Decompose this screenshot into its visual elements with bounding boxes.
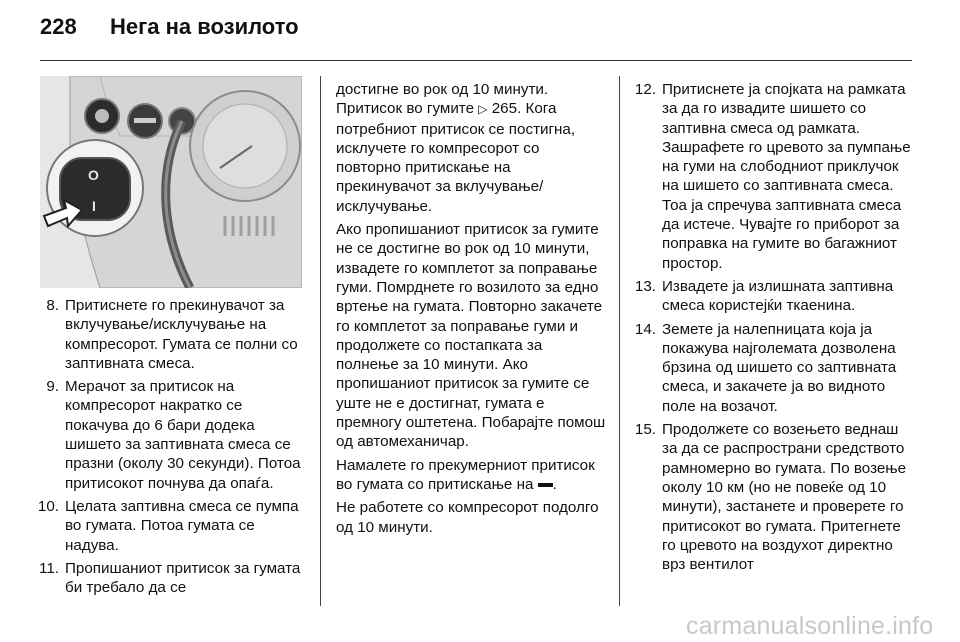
column-divider-2: [619, 76, 620, 606]
paragraph-pressure-reached: [336, 80, 608, 216]
header-rule: [40, 60, 912, 61]
step-text: Пропишаниот притисок за гумата би требало да се: [65, 559, 301, 597]
step-text: Притиснете го прекинувачот за вклучување/исклучување на компресорот. Гумата се полни со заптивната смеса.: [65, 297, 298, 372]
paragraph-pressure-not-reached: Ако пропишаниот притисок за гумите не се достигне во рок од 10 минути, извадете го комплетот за поправање гуми. Помрднете го возилото за едно вртење на гумата. Повторно закачете го комплетот за поправање гуми и продолжете со постапката за полнење за 10 минути. Ако пропишаниот притисок за гумите се уште не е достигнат, гумата е премногу оштетена. Побарајте помош од автомеханичар.: [336, 221, 606, 451]
page-header: [40, 14, 299, 48]
step-text: Продолжете со возењето веднаш за да се распространи средството рамномерно во гумата. По возење околу 10 км (но не повеќе од 10 минути), застанете и проверете го притисокот во гумата. Притегнете го цревото на воздухот директно врз вентилот: [662, 421, 907, 574]
minus-button-icon: [538, 483, 553, 487]
paragraph-warning: Не работете со компресорот подолго од 10 минути.: [336, 499, 599, 536]
step-text: Извадете ја излишната заптивна смеса користејќи ткаенина.: [662, 277, 894, 315]
step-number: 9.: [46, 378, 59, 396]
list-item: [36, 559, 308, 598]
list-item: [36, 497, 308, 555]
list-item: [628, 80, 912, 273]
switch-off-symbol: I: [92, 198, 96, 214]
step-text: Мерачот за притисок на компресорот накратко се покачува до 6 бари додека шишето за заптивната смеса се празни (околу 30 секунди). Потоа притисокот почнува да опаѓа.: [65, 378, 301, 492]
page-title: Нега на возилото: [110, 14, 299, 39]
step-number: 12.: [634, 81, 656, 98]
paragraph-reduce-pressure: Намалете го прекумерниот притисок во гумата со притискање на .: [336, 456, 595, 493]
step-number: 15.: [634, 421, 656, 439]
watermark: carmanualsonline.info: [686, 612, 934, 640]
step-number: 13.: [634, 277, 656, 295]
step-text: Земете ја налепницата која ја покажува најголемата дозволена брзина од шишето со заптивната смеса, и закачете ја во видното поле на возачот.: [662, 320, 897, 415]
column-3: [628, 80, 912, 578]
switch-on-symbol: O: [88, 167, 99, 183]
list-item: [36, 377, 308, 493]
compressor-switch-drawing: [40, 76, 302, 288]
column-2: [336, 80, 608, 541]
list-item: [628, 420, 912, 574]
steps-list-2: [628, 80, 912, 574]
column-divider-1: [320, 76, 321, 606]
paragraph-text: достигне во рок од 10 минути. Притисок во гумите: [336, 81, 549, 118]
steps-list-1: [36, 296, 308, 597]
step-number: 8.: [46, 297, 59, 314]
paragraph-text: Намалете го прекумерниот притисок во гумата со притискање на: [336, 456, 595, 493]
step-number: 10.: [37, 497, 59, 515]
list-item: [628, 277, 912, 316]
column-1: [36, 296, 308, 601]
step-text: Целата заптивна смеса се пумпа во гумата. Потоа гумата се надува.: [65, 497, 299, 554]
page-ref-icon: ▷: [478, 102, 488, 117]
compressor-switch-illustration: [40, 76, 302, 288]
step-number: 11.: [39, 559, 59, 577]
page-number: 228: [40, 14, 77, 39]
step-number: 14.: [634, 320, 656, 338]
step-text: Притиснете ја спојката на рамката за да го извадите шишето со заптивна смеса од рамката. Зашрафете го цревото за пумпање на гуми на слободниот приклучок на шишето со заптивната смеса. Тоа ја спречува заптивната смеса да истече. Чувајте го приборот за поправка на гумите во багажниот простор.: [662, 81, 911, 272]
page-ref-link[interactable]: 265: [491, 100, 518, 118]
list-item: [36, 296, 308, 373]
list-item: [628, 320, 912, 416]
paragraph-text: . Кога потребниот притисок се постигна, исклучете го компресорот со повторно притискање на прекинувачот за вклучување/исклучување.: [336, 100, 576, 215]
